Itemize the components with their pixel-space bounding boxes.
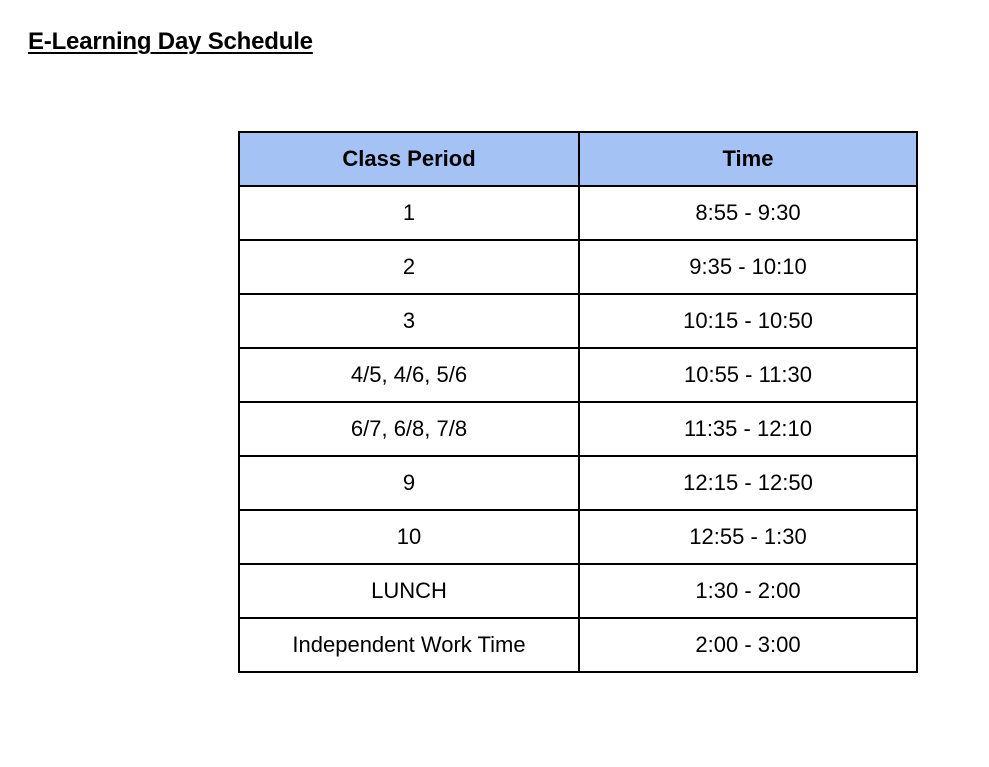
table-row: [239, 564, 917, 618]
time-cell: 2:00 - 3:00: [579, 618, 917, 672]
time-cell: 12:15 - 12:50: [579, 456, 917, 510]
class-period-cell: 6/7, 6/8, 7/8: [239, 402, 579, 456]
header-class-period: Class Period: [239, 132, 579, 186]
table-row: [239, 618, 917, 672]
header-time: Time: [579, 132, 917, 186]
table-row: [239, 294, 917, 348]
time-cell: 8:55 - 9:30: [579, 186, 917, 240]
class-period-cell: 10: [239, 510, 579, 564]
schedule-table: [238, 131, 918, 673]
class-period-cell: 3: [239, 294, 579, 348]
class-period-cell: 9: [239, 456, 579, 510]
time-cell: 12:55 - 1:30: [579, 510, 917, 564]
table-row: [239, 348, 917, 402]
table-row: [239, 510, 917, 564]
page-title: E-Learning Day Schedule: [28, 28, 313, 55]
table-row: [239, 402, 917, 456]
table-row: [239, 456, 917, 510]
table-row: [239, 186, 917, 240]
class-period-cell: LUNCH: [239, 564, 579, 618]
class-period-cell: Independent Work Time: [239, 618, 579, 672]
time-cell: 9:35 - 10:10: [579, 240, 917, 294]
class-period-cell: 4/5, 4/6, 5/6: [239, 348, 579, 402]
time-cell: 1:30 - 2:00: [579, 564, 917, 618]
class-period-cell: 2: [239, 240, 579, 294]
time-cell: 10:55 - 11:30: [579, 348, 917, 402]
class-period-cell: 1: [239, 186, 579, 240]
time-cell: 11:35 - 12:10: [579, 402, 917, 456]
table-row: [239, 240, 917, 294]
table-header-row: [239, 132, 917, 186]
time-cell: 10:15 - 10:50: [579, 294, 917, 348]
